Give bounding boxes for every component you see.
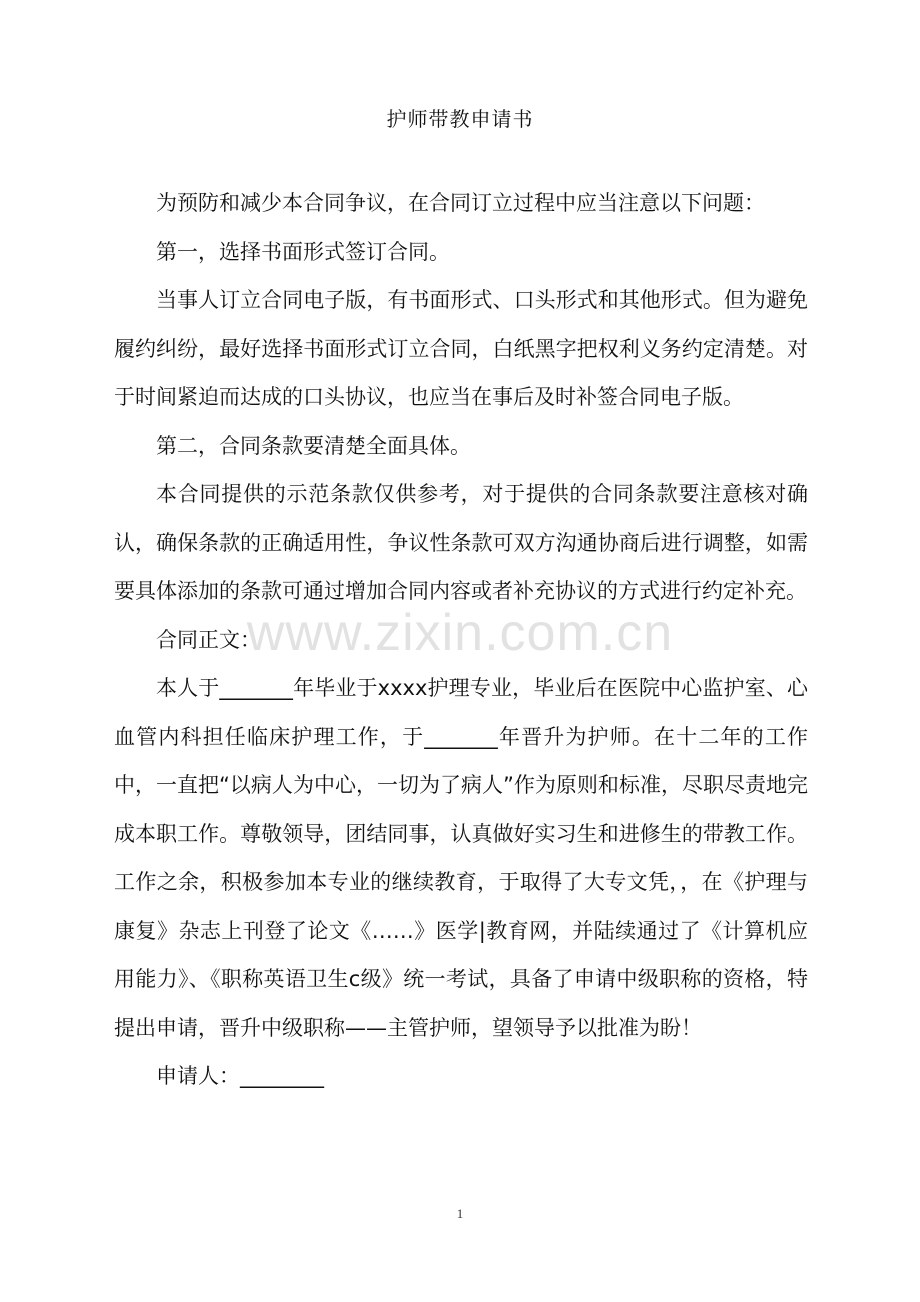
paragraph-point-one: 第一，选择书面形式签订合同。	[156, 239, 450, 264]
paragraph-application: 本人于_______年毕业于xxxx护理专业，毕业后在医院中心监护室、心血管内科担任临床护理工作，于_______年晋升为护师。在十二年的工作中，一直把“以病人为中心，一切为了病人”作为原则和标准，尽职尽责地完成本职工作。尊敬领导，团结同事，认真做好实习生和进修生的带教工作。工作之余，积极参加本专业的继续教育，于取得了大专文凭，，在《护理与康复》杂志上刊登了论文《……》医学|教育网，并陆续通过了《计算机应用能力》、《职称英语卫生c级》统一考试，具备了申请中级职称的资格，特提出申请，晋升中级职称——主管护师，望领导予以批准为盼！	[114, 676, 808, 1040]
paragraph-point-two: 第二，合同条款要清楚全面具体。	[156, 433, 471, 458]
document-title: 护师带教申请书	[386, 107, 534, 131]
paragraph-applicant-signature: 申请人：________	[156, 1064, 324, 1088]
watermark: www.zixin.com.cn	[246, 604, 674, 662]
paragraph-intro: 为预防和减少本合同争议，在合同订立过程中应当注意以下问题：	[156, 191, 765, 215]
page-number: 1	[456, 1206, 464, 1221]
paragraph-contract-body-heading: 合同正文：	[156, 627, 261, 652]
document-body	[114, 179, 808, 1101]
paragraph-written-form: 当事人订立合同电子版，有书面形式、口头形式和其他形式。但为避免履约纠纷，最好选择书面形式订立合同，白纸黑字把权利义务约定清楚。对于时间紧迫而达成的口头协议，也应当在事后及时补签合同电子版。	[114, 288, 808, 409]
paragraph-clauses: 本合同提供的示范条款仅供参考，对于提供的合同条款要注意核对确认，确保条款的正确适用性，争议性条款可双方沟通协商后进行调整，如需要具体添加的条款可通过增加合同内容或者补充协议的方式进行约定补充。	[114, 482, 808, 603]
